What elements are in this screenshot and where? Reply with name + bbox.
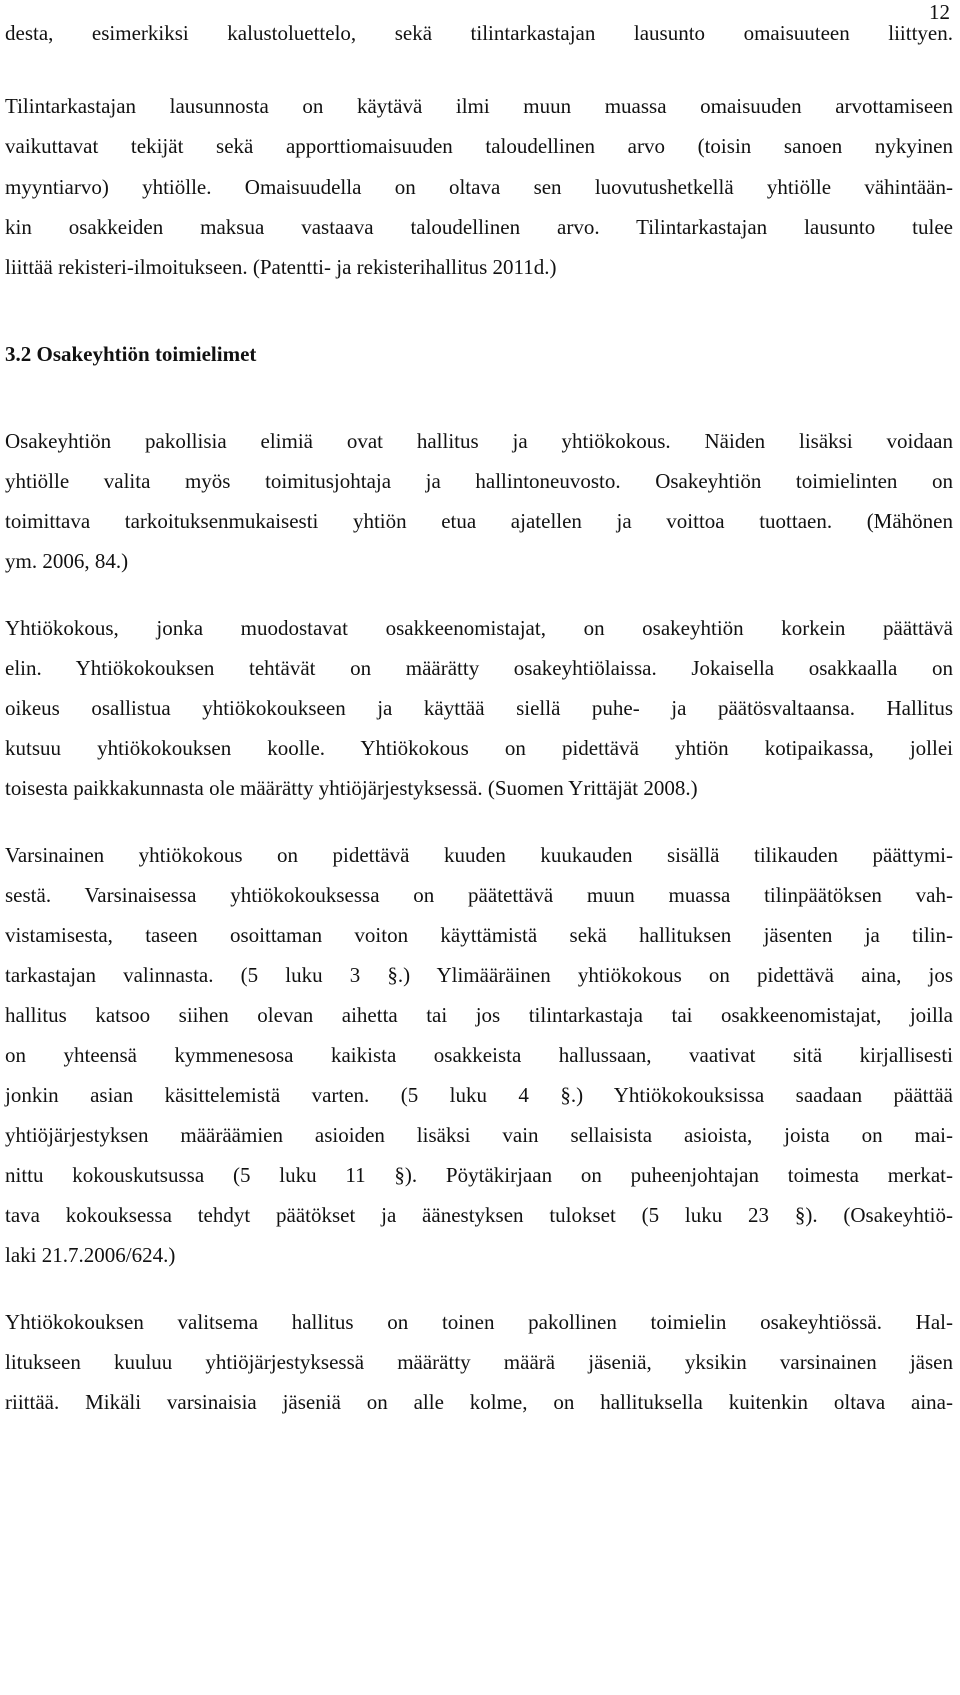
paragraph-line: on yhteensä kymmenesosa kaikista osakkeista hallussaan, vaativat sitä kirjallisesti [5, 1043, 953, 1067]
paragraph-line: kutsuu yhtiökokouksen koolle. Yhtiökokous on pidettävä yhtiön kotipaikassa, jollei [5, 736, 953, 760]
section-heading: 3.2 Osakeyhtiön toimielimet [5, 342, 257, 366]
paragraph-line: tarkastajan valinnasta. (5 luku 3 §.) Ylimääräinen yhtiökokous on pidettävä aina, jos [5, 963, 953, 987]
paragraph-line: yhtiölle valita myös toimitusjohtaja ja hallintoneuvosto. Osakeyhtiön toimielinten on [5, 469, 953, 493]
paragraph-line: tava kokouksessa tehdyt päätökset ja äänestyksen tulokset (5 luku 23 §). (Osakeyhtiö- [5, 1203, 953, 1227]
paragraph-line: vaikuttavat tekijät sekä apporttiomaisuuden taloudellinen arvo (toisin sanoen nykyinen [5, 134, 953, 158]
paragraph-line: toisesta paikkakunnasta ole määrätty yhtiöjärjestyksessä. (Suomen Yrittäjät 2008.) [5, 776, 698, 800]
paragraph-line: yhtiöjärjestyksen määräämien asioiden lisäksi vain sellaisista asioista, joista on mai- [5, 1123, 953, 1147]
paragraph-line: oikeus osallistua yhtiökokoukseen ja käyttää siellä puhe- ja päätösvaltaansa. Hallitus [5, 696, 953, 720]
paragraph-line: liittää rekisteri-ilmoitukseen. (Patentti- ja rekisterihallitus 2011d.) [5, 255, 557, 279]
paragraph-line: Yhtiökokous, jonka muodostavat osakkeenomistajat, on osakeyhtiön korkein päättävä [5, 616, 953, 640]
paragraph-line: Tilintarkastajan lausunnosta on käytävä ilmi muun muassa omaisuuden arvottamiseen [5, 94, 953, 118]
paragraph-line: jonkin asian käsittelemistä varten. (5 luku 4 §.) Yhtiökokouksissa saadaan päättää [5, 1083, 953, 1107]
paragraph-line: myyntiarvo) yhtiölle. Omaisuudella on oltava sen luovutushetkellä yhtiölle vähintään- [5, 175, 953, 199]
paragraph-line: hallitus katsoo siihen olevan aihetta tai jos tilintarkastaja tai osakkeenomistajat, joilla [5, 1003, 953, 1027]
page-number: 12 [929, 0, 950, 24]
paragraph-line: Osakeyhtiön pakollisia elimiä ovat hallitus ja yhtiökokous. Näiden lisäksi voidaan [5, 429, 953, 453]
paragraph-line: kin osakkeiden maksua vastaava taloudellinen arvo. Tilintarkastajan lausunto tulee [5, 215, 953, 239]
paragraph-line: nittu kokouskutsussa (5 luku 11 §). Pöytäkirjaan on puheenjohtajan toimesta merkat- [5, 1163, 953, 1187]
paragraph-line: sestä. Varsinaisessa yhtiökokouksessa on päätettävä muun muassa tilinpäätöksen vah- [5, 883, 953, 907]
paragraph-line: riittää. Mikäli varsinaisia jäseniä on alle kolme, on hallituksella kuitenkin oltava aina- [5, 1390, 953, 1414]
paragraph-line: Varsinainen yhtiökokous on pidettävä kuuden kuukauden sisällä tilikauden päättymi- [5, 843, 953, 867]
paragraph-line: vistamisesta, taseen osoittaman voiton käyttämistä sekä hallituksen jäsenten ja tilin- [5, 923, 953, 947]
paragraph-line: desta, esimerkiksi kalustoluettelo, sekä tilintarkastajan lausunto omaisuuteen liittyen. [5, 21, 953, 45]
paragraph-line: litukseen kuuluu yhtiöjärjestyksessä määrätty määrä jäseniä, yksikin varsinainen jäsen [5, 1350, 953, 1374]
paragraph-line: ym. 2006, 84.) [5, 549, 129, 573]
paragraph-line: Yhtiökokouksen valitsema hallitus on toinen pakollinen toimielin osakeyhtiössä. Hal- [5, 1310, 953, 1334]
paragraph-line: elin. Yhtiökokouksen tehtävät on määrätty osakeyhtiölaissa. Jokaisella osakkaalla on [5, 656, 953, 680]
paragraph-line: toimittava tarkoituksenmukaisesti yhtiön etua ajatellen ja voittoa tuottaen. (Mähönen [5, 509, 953, 533]
paragraph-line: laki 21.7.2006/624.) [5, 1243, 176, 1267]
